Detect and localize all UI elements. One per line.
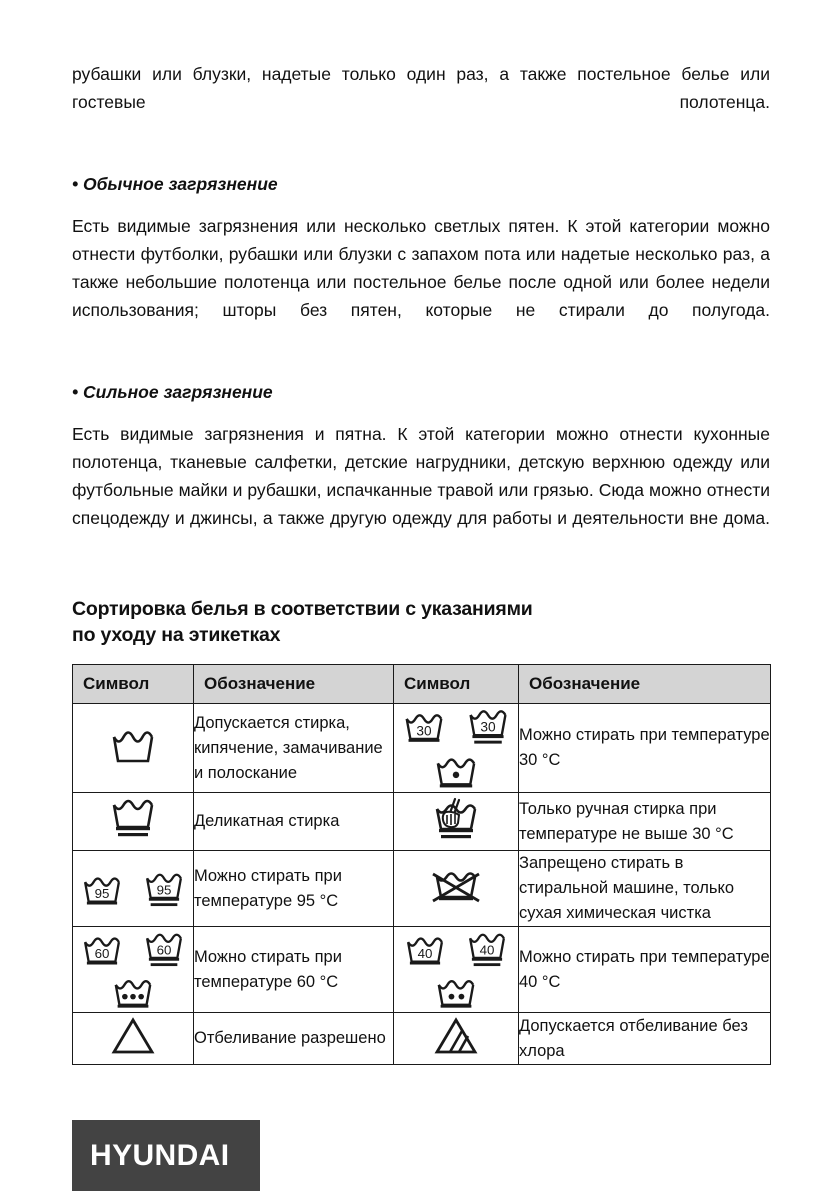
meaning-cell: Допускается отбеливание без хлора bbox=[519, 1013, 771, 1065]
meaning-cell: Можно стирать при температуре 40 °C bbox=[519, 927, 771, 1013]
column-header-symbol-left: Символ bbox=[73, 665, 194, 704]
heading-heavy-soil: • Сильное загрязнение bbox=[72, 382, 273, 402]
hyundai-wordmark: HYUNDAI bbox=[90, 1138, 230, 1172]
wash-tub-double-bar-icon bbox=[106, 830, 160, 847]
svg-text:95: 95 bbox=[94, 885, 110, 901]
svg-text:60: 60 bbox=[94, 946, 110, 962]
wash-tub-40-double-bar-icon bbox=[463, 927, 511, 971]
symbol-group-top bbox=[394, 927, 518, 971]
wash-tub-40-plain-icon bbox=[401, 931, 449, 971]
svg-text:95: 95 bbox=[156, 881, 172, 897]
meaning-cell: Деликатная стирка bbox=[194, 793, 394, 851]
meaning-cell: Можно стирать при температуре 60 °C bbox=[194, 927, 394, 1013]
svg-text:60: 60 bbox=[156, 942, 172, 958]
spacer bbox=[72, 586, 770, 596]
wash-tub-30-double-bar-icon bbox=[463, 704, 513, 748]
section-title-line-1: Сортировка белья в соответствии с указаниями bbox=[72, 598, 533, 620]
table-row bbox=[73, 1013, 771, 1065]
spacer bbox=[72, 352, 770, 378]
symbol-group-bottom bbox=[394, 752, 518, 792]
symbol-group-top bbox=[73, 927, 193, 971]
section-title-line-2: по уходу на этикетках bbox=[72, 624, 281, 646]
symbol-group-top bbox=[394, 704, 518, 748]
symbol-group-bottom bbox=[73, 974, 193, 1012]
hand-wash-tub-icon bbox=[427, 832, 485, 849]
spacer bbox=[72, 144, 770, 170]
meaning-cell: Запрещено стирать в стиральной машине, только сухая химическая чистка bbox=[519, 851, 771, 927]
bleach-triangle-striped-icon bbox=[430, 1046, 482, 1063]
column-header-meaning-right: Обозначение bbox=[519, 665, 771, 704]
table-row bbox=[73, 793, 771, 851]
symbol-cell bbox=[73, 793, 194, 851]
symbol-group bbox=[73, 866, 193, 912]
table-header-row bbox=[73, 665, 771, 704]
spacer bbox=[72, 198, 770, 212]
wash-tub-plain-icon bbox=[106, 754, 160, 771]
wash-tub-one-dot-icon bbox=[430, 752, 482, 792]
symbol-cell bbox=[73, 704, 194, 793]
wash-tub-30-single-bar-icon bbox=[399, 708, 449, 748]
symbol-cell bbox=[73, 851, 194, 927]
wash-tub-three-dots-icon bbox=[107, 974, 159, 1012]
wash-tub-crossed-out-icon bbox=[427, 896, 485, 913]
symbol-cell bbox=[394, 704, 519, 793]
column-header-meaning-left: Обозначение bbox=[194, 665, 394, 704]
svg-text:40: 40 bbox=[479, 942, 495, 958]
svg-text:30: 30 bbox=[480, 719, 496, 735]
symbol-cell bbox=[394, 851, 519, 927]
svg-text:40: 40 bbox=[417, 946, 433, 962]
spacer bbox=[72, 560, 770, 586]
symbol-cell bbox=[73, 1013, 194, 1065]
meaning-cell: Допускается стирка, кипячение, замачивание и полоскание bbox=[194, 704, 394, 793]
care-symbols-table bbox=[72, 664, 771, 1065]
symbol-cell bbox=[394, 1013, 519, 1065]
meaning-cell: Отбеливание разрешено bbox=[194, 1013, 394, 1065]
wash-tub-95-single-bar-icon bbox=[140, 866, 188, 912]
symbol-group-bottom bbox=[394, 974, 518, 1012]
heading-normal-soil: • Обычное загрязнение bbox=[72, 174, 278, 194]
spacer bbox=[72, 406, 770, 420]
wash-tub-two-dots-icon bbox=[430, 974, 482, 1012]
symbol-cell bbox=[394, 927, 519, 1013]
page-title bbox=[72, 596, 770, 648]
paragraph-intro: рубашки или блузки, надетые только один раз, а также постельное белье или гостевые полотенца. bbox=[72, 64, 770, 112]
table-row bbox=[73, 927, 771, 1013]
symbol-cell bbox=[394, 793, 519, 851]
paragraph-heavy-soil: Есть видимые загрязнения и пятна. К этой категории можно отнести кухонные полотенца, тканевые салфетки, детские нагрудники, детскую верхнюю одежду или футбольные майки и рубашки, испачканные травой или грязью. Сюда можно отнести спецодежду и джинсы, а также другую одежду для работы и деятельности вне дома. bbox=[72, 424, 770, 528]
hyundai-logo bbox=[72, 1120, 260, 1191]
meaning-cell: Можно стирать при температуре 95 °C bbox=[194, 851, 394, 927]
table-row bbox=[73, 704, 771, 793]
meaning-cell: Можно стирать при температуре 30 °C bbox=[519, 704, 771, 793]
bleach-triangle-plain-icon bbox=[107, 1046, 159, 1063]
wash-tub-60-single-bar-icon bbox=[140, 927, 188, 971]
page-content bbox=[72, 60, 770, 1065]
table-row bbox=[73, 851, 771, 927]
svg-text:30: 30 bbox=[416, 723, 432, 739]
paragraph-normal-soil: Есть видимые загрязнения или несколько светлых пятен. К этой категории можно отнести футболки, рубашки или блузки с запахом пота или надетые несколько раз, а также небольшие полотенца или постельное белье после одной или более недели использования; шторы без пятен, которые не стирали до полугода. bbox=[72, 216, 770, 320]
wash-tub-95-plain-icon bbox=[78, 870, 126, 912]
meaning-cell: Только ручная стирка при температуре не выше 30 °C bbox=[519, 793, 771, 851]
wash-tub-60-plain-icon bbox=[78, 931, 126, 971]
symbol-cell bbox=[73, 927, 194, 1013]
column-header-symbol-right: Символ bbox=[394, 665, 519, 704]
